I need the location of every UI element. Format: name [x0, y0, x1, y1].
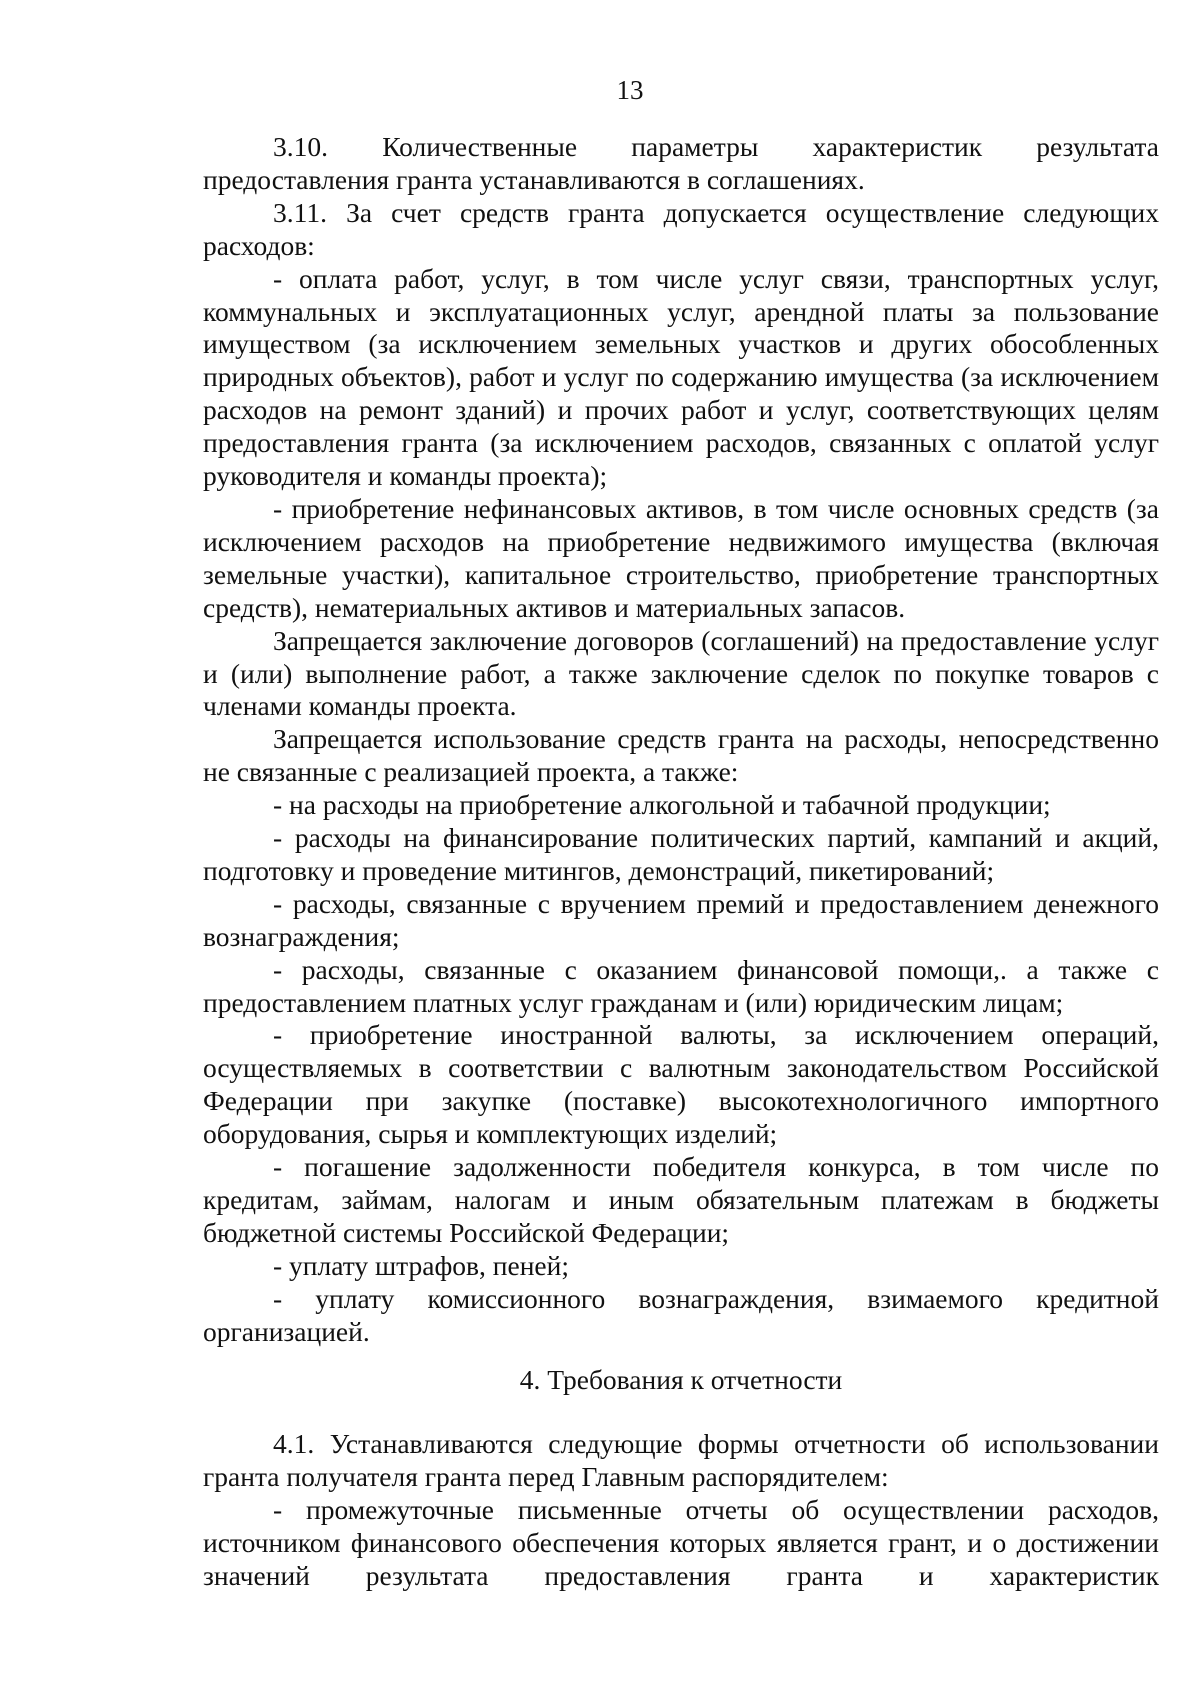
list-item-currency: - приобретение иностранной валюты, за исключением операций, осуществляемых в соответствии с валютным законодательством Российской Федерации при закупке (поставке) высокотехнологичного импортного оборудования, сырья и комплектующих изделий; — [203, 1019, 1159, 1150]
paragraph-prohibition-usage: Запрещается использование средств гранта на расходы, непосредственно не связанные с реализацией проекта, а также: — [203, 723, 1159, 788]
list-item-awards: - расходы, связанные с вручением премий и предоставлением денежного вознаграждения; — [203, 887, 1159, 952]
list-item-fines: - уплату штрафов, пеней; — [273, 1249, 569, 1281]
section-4-body — [203, 1428, 1159, 1593]
list-item-political: - расходы на финансирование политических партий, кампаний и акций, подготовку и проведение митингов, демонстраций, пикетирований; — [203, 822, 1159, 886]
list-item-financial-aid: - расходы, связанные с оказанием финансовой помощи,. а также с предоставлением платных услуг гражданам и (или) юридическим лицам; — [203, 953, 1159, 1018]
list-item-debt: - погашение задолженности победителя конкурса, в том числе по кредитам, займам, налогам и иным обязательным платежам в бюджеты бюджетной системы Российской Федерации; — [203, 1151, 1159, 1248]
paragraph-3-11: 3.11. За счет средств гранта допускается осуществление следующих расходов: — [203, 196, 1159, 261]
paragraph-prohibition-contracts: Запрещается заключение договоров (соглашений) на предоставление услуг и (или) выполнение работ, а также заключение сделок по покупке товаров с членами команды проекта. — [203, 624, 1159, 722]
list-item-services: - оплата работ, услуг, в том числе услуг связи, транспортных услуг, коммунальных и эксплуатационных услуг, арендной платы за пользование имуществом (за исключением земельных участков и других обособленных природных объектов), работ и услуг по содержанию имущества (за исключением расходов на ремонт зданий) и прочих работ и услуг, соответствующих целям предоставления гранта (за исключением расходов, связанных с оплатой услуг руководителя и команды проекта); — [203, 262, 1159, 492]
list-item-assets: - приобретение нефинансовых активов, в том числе основных средств (за исключением расходов на приобретение недвижимого имущества (включая земельные участки), капитальное строительство, приобретение транспортных средств), нематериальных активов и материальных запасов. — [203, 492, 1159, 623]
paragraph-3-10: 3.10. Количественные параметры характеристик результата предоставления гранта устанавливаются в соглашениях. — [203, 131, 1159, 195]
list-item-commission: - уплату комиссионного вознаграждения, взимаемого кредитной организацией. — [203, 1282, 1159, 1347]
list-item-interim-reports: - промежуточные письменные отчеты об осуществлении расходов, источником финансового обеспечения которых является грант, и о достижении значений результата предоставления гранта и характеристик — [203, 1493, 1159, 1591]
section-4-heading: 4. Требования к отчетности — [519, 1364, 843, 1395]
list-item-alcohol: - на расходы на приобретение алкогольной и табачной продукции; — [273, 789, 1051, 821]
page-number: 13 — [616, 75, 644, 105]
paragraph-4-1: 4.1. Устанавливаются следующие формы отчетности об использовании гранта получателя гранта перед Главным распорядителем: — [203, 1428, 1159, 1492]
section-3-body — [203, 131, 1159, 1349]
